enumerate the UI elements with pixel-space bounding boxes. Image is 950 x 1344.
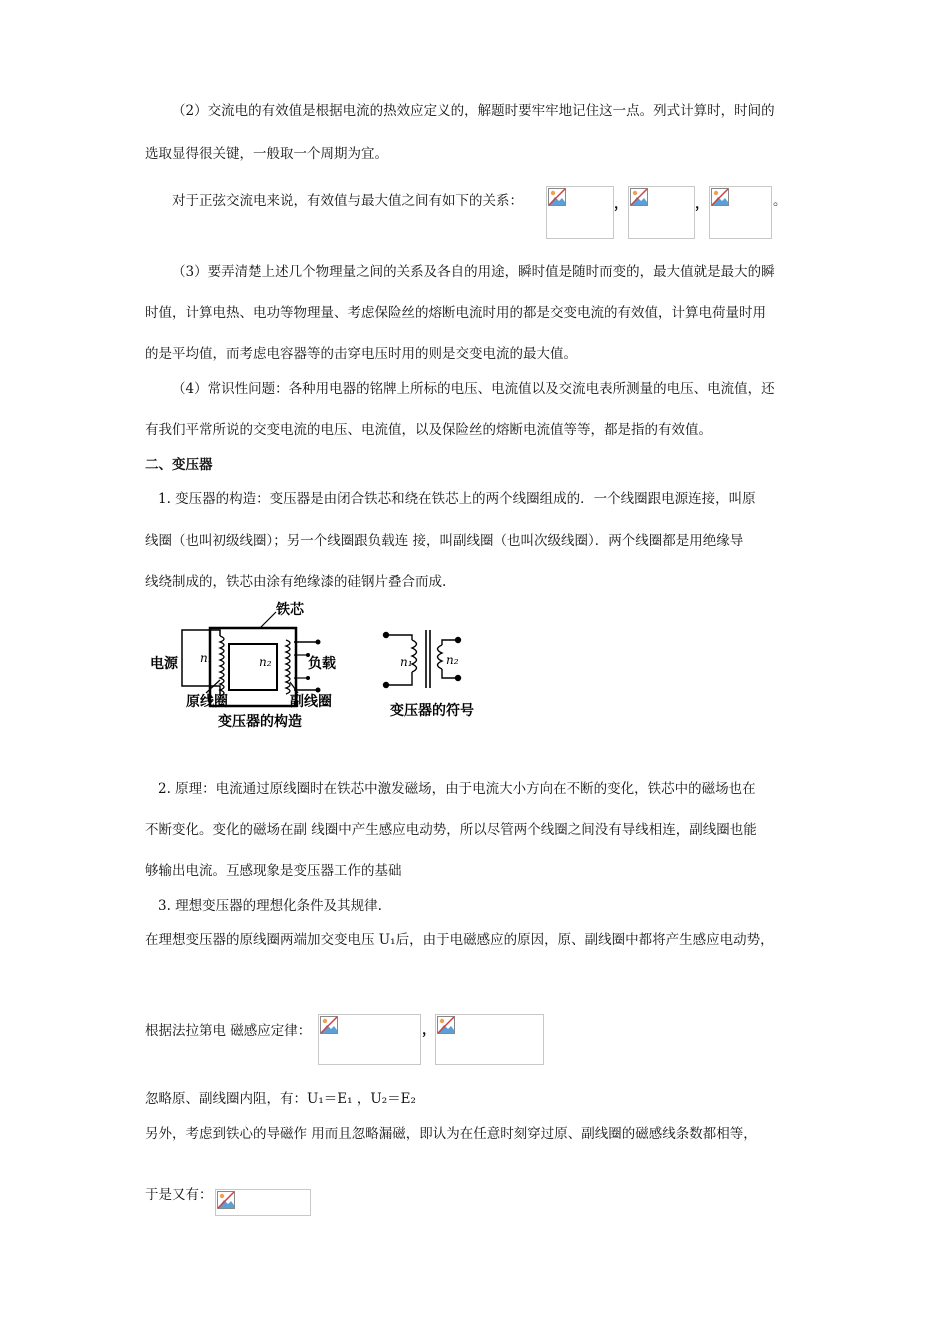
faraday-text: 根据法拉第电 磁感应定律： bbox=[145, 1023, 312, 1039]
comma-1: ， bbox=[614, 196, 628, 212]
label-n2: n₂ bbox=[259, 655, 272, 669]
broken-image-icon bbox=[630, 188, 648, 206]
label-n1: n₁ bbox=[200, 651, 213, 665]
flux-text-line-1: 另外，考虑到铁心的导磁作 用而且忽略漏磁，即认为在任意时刻穿过原、副线圈的磁感线条数都相等， bbox=[145, 1126, 757, 1142]
caption-structure: 变压器的构造 bbox=[218, 714, 302, 730]
broken-image-icon bbox=[217, 1191, 235, 1209]
label-secondary-coil: 副线圈 bbox=[290, 694, 332, 710]
so-also-text: 于是又有： bbox=[145, 1187, 213, 1203]
item-2-line-3: 够输出电流。互感现象是变压器工作的基础 bbox=[145, 863, 402, 879]
ignore-resistance-text: 忽略原、副线圈内阻，有：U₁＝E₁ ，U₂＝E₂ bbox=[145, 1091, 416, 1107]
broken-image-icon bbox=[320, 1016, 338, 1034]
formula-image-3 bbox=[709, 186, 772, 239]
formula-image-4 bbox=[318, 1014, 421, 1065]
period: 。 bbox=[773, 193, 787, 209]
section-heading-transformer: 二、变压器 bbox=[145, 457, 213, 473]
para-3-line-3: 的是平均值，而考虑电容器等的击穿电压时用的则是交变电流的最大值。 bbox=[145, 346, 577, 362]
formula-image-5 bbox=[435, 1014, 544, 1065]
para-3-line-2: 时值，计算电热、电功等物理量、考虑保险丝的熔断电流时用的都是交变电流的有效值，计算电荷量时用 bbox=[145, 305, 766, 321]
comma-2: ， bbox=[695, 196, 709, 212]
broken-image-icon bbox=[437, 1016, 455, 1034]
broken-image-icon bbox=[548, 188, 566, 206]
label-source: 电源 bbox=[150, 656, 178, 672]
item-1-line-2: 线圈（也叫初级线圈）；另一个线圈跟负载连 接，叫副线圈（也叫次级线圈）．两个线圈都是用绝缘导 bbox=[145, 533, 744, 549]
formula-image-6 bbox=[215, 1189, 311, 1216]
item-2-line-2: 不断变化。变化的磁场在副 线圈中产生感应电动势，所以尽管两个线圈之间没有导线相连，副线圈也能 bbox=[145, 822, 757, 838]
broken-image-icon bbox=[711, 188, 729, 206]
para-2-line-2: 选取显得很关键，一般取一个周期为宜。 bbox=[145, 146, 388, 162]
label-core: 铁芯 bbox=[276, 602, 304, 618]
item-3-line-1: 在理想变压器的原线圈两端加交变电压 U₁后，由于电磁感应的原因，原、副线圈中都将产生感应电动势， bbox=[145, 932, 774, 948]
formula-image-2 bbox=[628, 186, 695, 239]
sine-relation-text: 对于正弦交流电来说，有效值与最大值之间有如下的关系： bbox=[172, 193, 523, 209]
label-primary-coil: 原线圈 bbox=[186, 694, 228, 710]
para-4-line-2: 有我们平常所说的交变电流的电压、电流值，以及保险丝的熔断电流值等等，都是指的有效值。 bbox=[145, 422, 712, 438]
item-2-line-1: 2. 原理：电流通过原线圈时在铁芯中激发磁场，由于电流大小方向在不断的变化，铁芯中的磁场也在 bbox=[158, 781, 756, 797]
label-load: 负载 bbox=[308, 656, 336, 672]
item-1-line-3: 线绕制成的，铁芯由涂有绝缘漆的硅钢片叠合而成. bbox=[145, 574, 447, 590]
formula-image-1 bbox=[546, 186, 614, 239]
secondary-coil bbox=[286, 640, 290, 694]
symbol-n2: n₂ bbox=[446, 653, 459, 667]
transformer-figure bbox=[140, 600, 500, 735]
symbol-n1: n₁ bbox=[400, 655, 413, 669]
para-3-line-1: （3）要弄清楚上述几个物理量之间的关系及各自的用途，瞬时值是随时而变的，最大值就是最大的瞬 bbox=[172, 264, 775, 280]
item-3-title: 3. 理想变压器的理想化条件及其规律. bbox=[158, 898, 382, 914]
para-2-line-1: （2）交流电的有效值是根据电流的热效应定义的，解题时要牢牢地记住这一点。列式计算时，时间的 bbox=[172, 103, 775, 119]
para-4-line-1: （4）常识性问题：各种用电器的铭牌上所标的电压、电流值以及交流电表所测量的电压、电流值，还 bbox=[172, 381, 775, 397]
item-1-line-1: 1. 变压器的构造：变压器是由闭合铁芯和绕在铁芯上的两个线圈组成的．一个线圈跟电源连接，叫原 bbox=[158, 491, 756, 507]
caption-symbol: 变压器的符号 bbox=[390, 703, 474, 719]
faraday-comma: ， bbox=[422, 1022, 436, 1038]
